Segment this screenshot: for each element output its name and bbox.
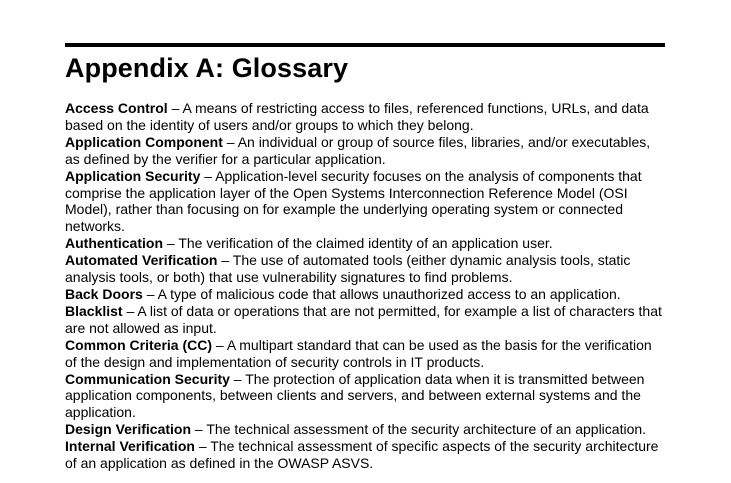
glossary-definition: The verification of the claimed identity of an application user. xyxy=(178,235,553,252)
glossary-definition: A list of data or operations that are not permitted, for example a list of characters that are not allowed as input. xyxy=(65,302,662,336)
glossary-entry xyxy=(65,235,665,252)
term-separator: – xyxy=(191,421,207,438)
glossary-term: Back Doors xyxy=(65,285,143,302)
glossary-term: Internal Verification xyxy=(65,438,195,455)
glossary-term: Design Verification xyxy=(65,421,192,438)
glossary-entry xyxy=(65,100,665,134)
glossary-definition: Application-level security focuses on the analysis of components that comprise the application layer of the Open Systems Interconnection Reference Model (OSI Model), rather than focusing on for example the underlying operating system or connected networks. xyxy=(65,167,642,235)
glossary-entry xyxy=(65,303,665,337)
glossary-list xyxy=(65,100,665,472)
glossary-definition: The technical assessment of specific aspects of the security architecture of an application as defined in the OWASP ASVS. xyxy=(65,438,659,472)
glossary-entry xyxy=(65,252,665,286)
term-separator: – xyxy=(217,252,233,269)
glossary-entry xyxy=(65,337,665,371)
glossary-definition: The protection of application data when it is transmitted between application components, between clients and servers, and between external systems and the application. xyxy=(65,370,645,421)
glossary-entry xyxy=(65,286,665,303)
term-separator: – xyxy=(200,167,216,184)
glossary-term: Access Control xyxy=(65,100,168,116)
glossary-entry xyxy=(65,134,665,168)
glossary-definition: The technical assessment of the security architecture of an application. xyxy=(206,421,647,438)
glossary-definition: A means of restricting access to files, referenced functions, URLs, and data based on the identity of users and/or groups to which they belong. xyxy=(65,100,649,133)
term-separator: – xyxy=(163,235,179,252)
glossary-term: Automated Verification xyxy=(65,252,218,269)
term-separator: – xyxy=(229,370,246,387)
page-title: Appendix A: Glossary xyxy=(65,53,349,83)
glossary-definition: The use of automated tools (either dynamic analysis tools, static analysis tools, or both) that use vulnerability signatures to find problems. xyxy=(65,252,631,286)
glossary-term: Authentication xyxy=(65,235,163,252)
term-separator: – xyxy=(122,302,138,319)
term-separator: – xyxy=(194,438,211,455)
glossary-term: Communication Security xyxy=(65,370,230,387)
term-separator: – xyxy=(167,100,183,116)
term-separator: – xyxy=(212,336,227,353)
glossary-entry xyxy=(65,168,665,236)
glossary-term: Application Security xyxy=(65,167,201,184)
glossary-entry xyxy=(65,438,665,472)
glossary-term: Common Criteria (CC) xyxy=(65,336,213,353)
heading-rule xyxy=(65,43,665,47)
glossary-definition: An individual or group of source files, libraries, and/or executables, as defined by the verifier for a particular application. xyxy=(65,133,651,167)
glossary-entry xyxy=(65,421,665,438)
term-separator: – xyxy=(142,285,158,302)
document-page xyxy=(65,43,665,472)
glossary-term: Application Component xyxy=(65,133,223,150)
glossary-definition: A type of malicious code that allows unauthorized access to an application. xyxy=(157,285,621,302)
glossary-definition: A multipart standard that can be used as the basis for the verification of the design and implementation of security controls in IT products. xyxy=(65,336,652,370)
term-separator: – xyxy=(222,133,238,150)
glossary-entry xyxy=(65,371,665,422)
glossary-term: Blacklist xyxy=(65,302,123,319)
